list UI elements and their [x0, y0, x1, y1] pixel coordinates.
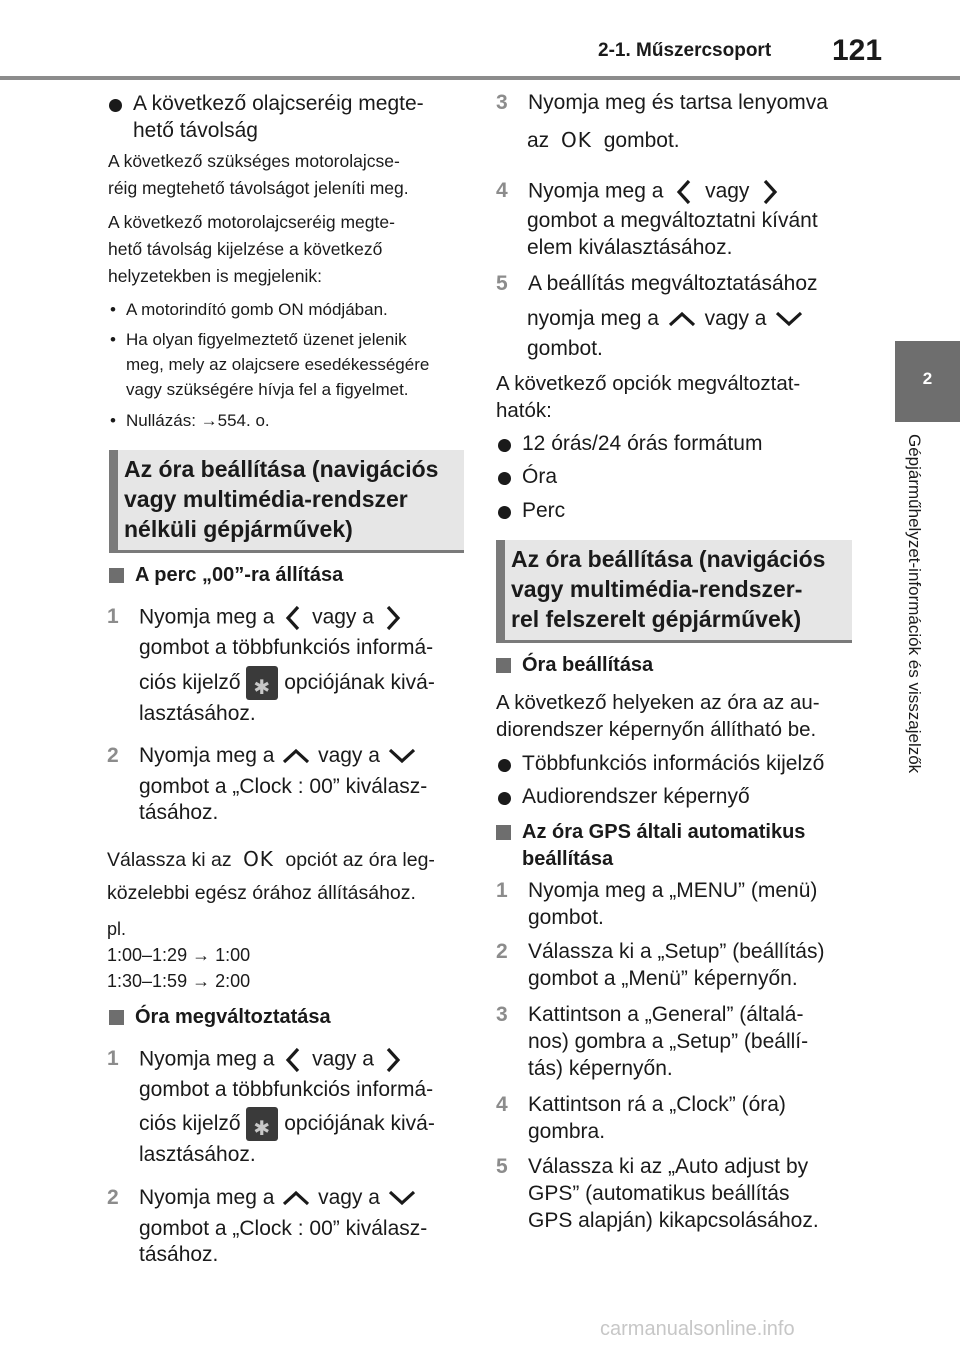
step-line	[527, 127, 680, 154]
step-line: lasztásához.	[139, 1143, 256, 1166]
paragraph	[108, 209, 395, 290]
bullet-dot-icon	[498, 506, 511, 519]
subheading-text: A perc „00”-ra állítása	[135, 564, 344, 586]
step-text: az	[527, 129, 550, 152]
step-text: A beállítás megváltoztatásához	[528, 272, 818, 295]
section-title: 2-1. Műszercsoport	[598, 40, 772, 61]
step-number: 1	[496, 879, 508, 902]
bullet-item	[498, 783, 750, 810]
step	[107, 603, 462, 633]
note-line: meg, mely az olajcsere esedékességére	[126, 355, 430, 374]
paragraph-text: Válassza ki az	[107, 849, 232, 871]
bullet-text: A következő olajcseréig megte-hető távolság	[133, 92, 424, 142]
step	[496, 270, 851, 297]
paragraph-line: A következő helyeken az óra az au-	[496, 691, 820, 714]
bullet-item	[498, 750, 824, 777]
paragraph	[108, 148, 409, 202]
subheading-text: Óra beállítása	[522, 654, 654, 676]
chapter-tab	[895, 341, 960, 422]
example	[107, 916, 250, 994]
paragraph-line: közelebbi egész órához állításához.	[107, 882, 416, 904]
gear-icon	[246, 666, 278, 700]
step-line: tásához.	[139, 801, 219, 824]
step-text: opciójának kivá-	[284, 1112, 435, 1135]
step-line: gombot a „Clock : 00” kiválasz-	[139, 1217, 428, 1240]
paragraph	[107, 846, 435, 874]
paragraph-line: diorendszer képernyőn állítható be.	[496, 718, 817, 741]
example-line: 1:00–1:29 → 1:00	[107, 945, 251, 965]
step	[107, 742, 462, 769]
chevron-left-icon	[669, 177, 699, 207]
step-number: 1	[107, 605, 119, 628]
step-text: vagy a	[318, 1186, 380, 1209]
paragraph-text: opciót az óra leg-	[285, 849, 435, 871]
step-text: ciós kijelző	[139, 1112, 241, 1135]
step	[496, 1091, 851, 1145]
subheading-text: Óra megváltoztatása	[135, 1006, 331, 1028]
step-text: nyomja meg a	[527, 307, 659, 330]
paragraph-line: réig megtehető távolságot jeleníti meg.	[108, 178, 409, 198]
step-number: 2	[107, 744, 119, 767]
step-line: gombot a megváltoztatni kívánt	[527, 209, 818, 232]
chevron-right-icon	[755, 177, 785, 207]
step-text: gombot.	[603, 129, 680, 152]
subheading	[109, 1004, 331, 1031]
step-text: GPS alapján) kikapcsolásához.	[528, 1209, 819, 1232]
step-text: Kattintson a „General” (általá-	[528, 1003, 804, 1026]
heading-line: rel felszerelt gépjárművek)	[511, 606, 802, 632]
bullet-dot-icon	[498, 439, 511, 452]
heading-line: Az óra beállítása (navigációs	[124, 456, 439, 482]
step-line	[527, 305, 806, 332]
step-text: Válassza ki a „Setup” (beállítás)	[528, 940, 825, 963]
step	[107, 1184, 462, 1211]
example-line: pl.	[107, 919, 127, 939]
bullet-text: Többfunkciós információs kijelző	[522, 752, 825, 775]
square-bullet-icon	[109, 1010, 124, 1025]
section-heading-box	[496, 540, 852, 643]
page-number: 121	[832, 34, 883, 67]
chevron-right-icon	[380, 1045, 406, 1075]
bullet-item	[109, 90, 459, 144]
chevron-down-icon	[386, 1187, 418, 1209]
step-number: 2	[496, 940, 508, 963]
paragraph-line: A következő opciók megváltoztat-	[496, 372, 801, 395]
note-line: • Ha olyan figyelmeztető üzenet jelenik	[126, 330, 407, 349]
heading-line: vagy multimédia-rendszer	[124, 486, 408, 512]
step-text: vagy a	[312, 605, 374, 629]
step-line: gombot a többfunkciós informá-	[139, 636, 434, 659]
chapter-number: 2	[922, 369, 933, 388]
step	[496, 938, 851, 992]
step-text: vagy a	[318, 744, 380, 767]
step-number: 5	[496, 1155, 508, 1178]
step-text: Nyomja meg a „MENU” (menü)	[528, 879, 818, 902]
step	[496, 177, 851, 207]
step-line: gombot a többfunkciós informá-	[139, 1078, 434, 1101]
step-text: Kattintson rá a „Clock” (óra)	[528, 1093, 786, 1116]
step-text: Nyomja meg a	[139, 1047, 275, 1071]
bullet-item	[498, 497, 565, 524]
step-text: Nyomja meg és tartsa lenyomva	[528, 91, 828, 114]
square-bullet-icon	[496, 825, 511, 840]
paragraph	[496, 689, 820, 743]
bullet-text: 12 órás/24 órás formátum	[522, 432, 763, 455]
step-text: GPS” (automatikus beállítás	[528, 1182, 790, 1205]
heading-line: vagy multimédia-rendszer-	[511, 576, 803, 602]
square-bullet-icon	[496, 658, 511, 673]
step-text: tás) képernyőn.	[528, 1057, 673, 1080]
ok-button-label: OK	[561, 128, 592, 152]
chapter-title-vertical	[904, 434, 926, 844]
step-line: gombot a „Clock : 00” kiválasz-	[139, 775, 428, 798]
step-text: vagy a	[312, 1047, 374, 1071]
subheading	[496, 819, 805, 873]
step-text: Nyomja meg a	[528, 179, 664, 203]
step-number: 2	[107, 1186, 119, 1209]
bullet-item	[498, 463, 557, 490]
bullet-text: Audiorendszer képernyő	[522, 785, 750, 808]
bullet-dot-icon	[109, 99, 122, 112]
chevron-down-icon	[772, 308, 806, 330]
step-text: opciójának kivá-	[284, 671, 435, 694]
paragraph-line: A következő szükséges motorolajcse-	[108, 151, 400, 171]
paragraph	[496, 370, 800, 424]
bullet-dot-icon	[498, 759, 511, 772]
step	[496, 89, 851, 116]
step-text: Nyomja meg a	[139, 744, 275, 767]
step-text: gombra.	[528, 1120, 606, 1143]
note-bullet: • Nullázás: →554. o.	[126, 408, 270, 433]
paragraph-line: helyzetekben is megjelenik:	[108, 266, 323, 286]
step-text: Válassza ki az „Auto adjust by	[528, 1155, 809, 1178]
header-rule	[0, 76, 960, 80]
step	[496, 1001, 851, 1082]
paragraph-line: hatók:	[496, 399, 552, 422]
step-text: nos) gombra a „Setup” (beállí-	[528, 1030, 809, 1053]
chevron-left-icon	[280, 603, 306, 633]
chevron-left-icon	[280, 1045, 306, 1075]
step-text: vagy	[705, 179, 750, 203]
step-line: tásához.	[139, 1243, 219, 1266]
step-number: 5	[496, 272, 508, 295]
chevron-right-icon	[380, 603, 406, 633]
step-line: lasztásához.	[139, 702, 256, 725]
step-line	[139, 664, 435, 702]
chevron-up-icon	[280, 1187, 312, 1209]
heading-line: nélküli gépjárművek)	[124, 516, 353, 542]
step-text: gombot.	[528, 906, 604, 929]
chevron-up-icon	[665, 308, 699, 330]
step-number: 3	[496, 1003, 508, 1026]
step	[107, 1045, 462, 1075]
step-number: 1	[107, 1047, 119, 1070]
step-line: elem kiválasztásához.	[527, 236, 733, 259]
step-text: ciós kijelző	[139, 671, 241, 694]
step-line	[139, 1105, 435, 1143]
step	[496, 877, 851, 931]
ok-button-label: OK	[243, 847, 274, 871]
subheading	[109, 562, 343, 589]
subheading	[496, 652, 653, 679]
paragraph-line: hető távolság kijelzése a következő	[108, 239, 383, 259]
heading-line: Az óra beállítása (navigációs	[511, 546, 826, 572]
note-line: vagy szükségére hívja fel a figyelmet.	[126, 380, 409, 399]
bullet-dot-icon	[498, 792, 511, 805]
section-heading-box	[109, 450, 464, 553]
square-bullet-icon	[109, 568, 124, 583]
step-text: gombot a „Menü” képernyőn.	[528, 967, 798, 990]
bullet-text: Perc	[522, 499, 566, 522]
chevron-up-icon	[280, 745, 312, 767]
step-text: Nyomja meg a	[139, 1186, 275, 1209]
bullet-text: Óra	[522, 465, 558, 488]
note-bullet	[126, 327, 429, 402]
gear-icon	[246, 1107, 278, 1141]
chevron-down-icon	[386, 745, 418, 767]
step-number: 4	[496, 1093, 508, 1116]
chapter-title: Gépjárműhelyzet-információk és visszajelzők	[905, 434, 924, 774]
paragraph-line: A következő motorolajcseréig megte-	[108, 212, 395, 232]
example-line: 1:30–1:59 → 2:00	[107, 971, 251, 991]
step-number: 4	[496, 179, 508, 202]
subheading-text: beállítása	[522, 848, 614, 870]
step-text: Nyomja meg a	[139, 605, 275, 629]
bullet-item	[498, 430, 762, 457]
step-number: 3	[496, 91, 508, 114]
subheading-text: Az óra GPS általi automatikus	[522, 821, 806, 843]
watermark: carmanualsonline.info	[600, 1318, 795, 1340]
step	[496, 1153, 851, 1234]
bullet-dot-icon	[498, 472, 511, 485]
step-line: gombot.	[527, 337, 603, 360]
note-bullet: • A motorindító gomb ON módjában.	[126, 297, 388, 322]
step-text: vagy a	[704, 307, 767, 330]
